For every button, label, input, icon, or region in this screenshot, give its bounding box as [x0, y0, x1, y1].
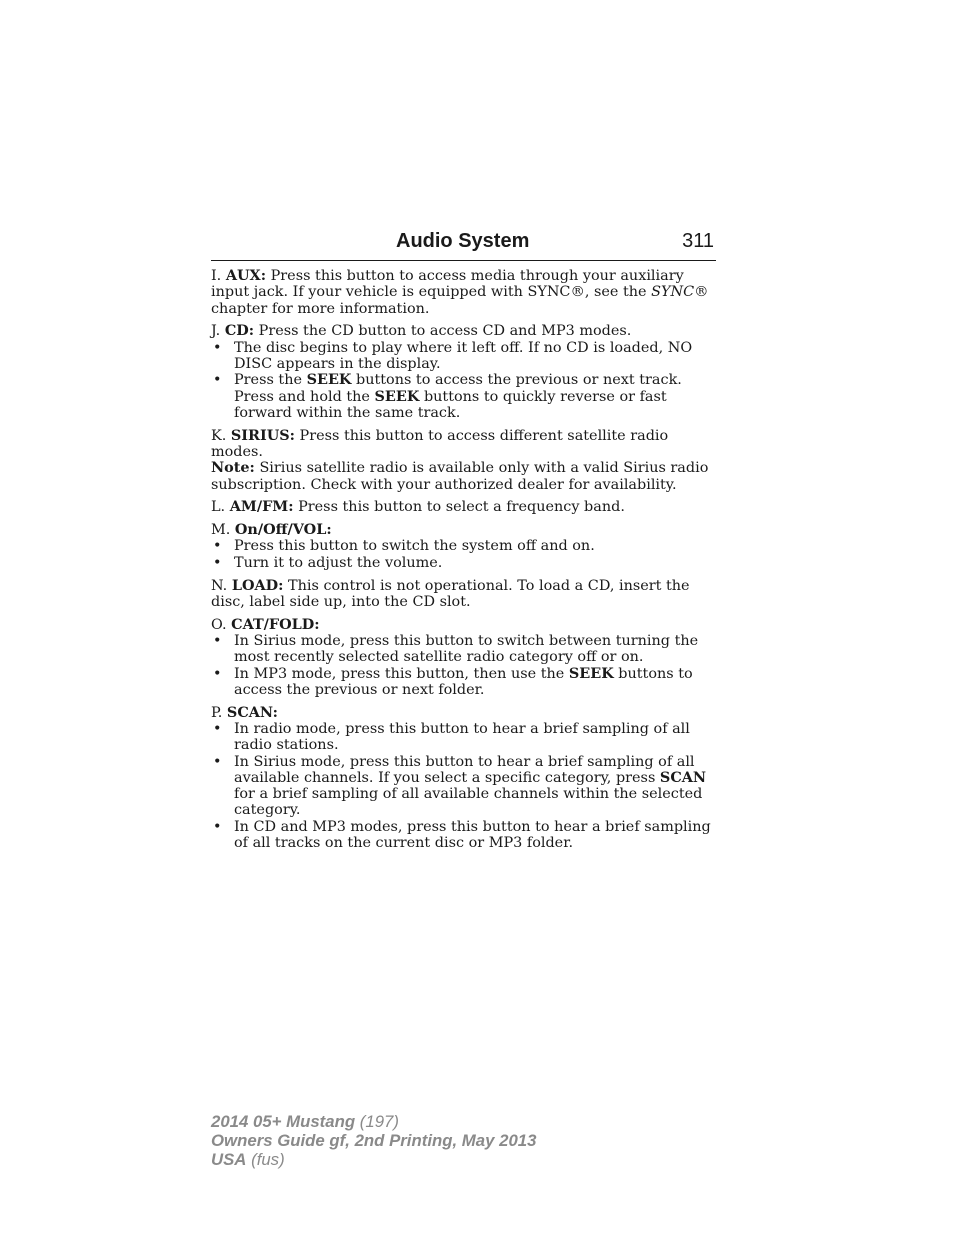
section-letter: I.: [211, 268, 222, 284]
bullet-icon: •: [213, 538, 222, 555]
section-cd: [211, 323, 716, 339]
note-text: Sirius satellite radio is available only with a valid Sirius radio subscription. Check with your authorized dealer for availability.: [211, 460, 709, 493]
bullet-icon: •: [213, 632, 222, 649]
section-term: CD:: [224, 322, 255, 340]
section-scan: [211, 705, 716, 721]
list-item-text: for a brief sampling of all available channels within the selected category.: [234, 786, 703, 819]
section-term: SCAN:: [226, 703, 278, 721]
section-term: CAT/FOLD:: [231, 615, 320, 633]
list-item-text: Turn it to adjust the volume.: [234, 554, 443, 571]
list-item-text: The disc begins to play where it left off. If no CD is loaded, NO DISC appears in the display.: [234, 339, 693, 372]
section-term: AM/FM:: [229, 498, 294, 516]
seek-term: SEEK: [306, 371, 352, 389]
section-onoff-vol: [211, 522, 716, 538]
scan-term: SCAN: [659, 768, 707, 786]
footer-market: USA: [211, 1150, 247, 1169]
page-header: [211, 228, 716, 261]
bullet-icon: •: [213, 554, 222, 571]
list-item: [211, 538, 716, 554]
list-item: [211, 819, 716, 852]
list-item-text: In Sirius mode, press this button to switch between turning the most recently selected satellite radio category off or on.: [234, 632, 699, 666]
onoff-bullets: [211, 538, 716, 571]
note-label: Note:: [211, 459, 255, 477]
list-item-text: In CD and MP3 modes, press this button to hear a brief sampling of all tracks on the current disc or MP3 folder.: [234, 818, 711, 851]
list-item-text: In Sirius mode, press this button to hear a brief sampling of all available channels. If you select a specific category, press: [234, 753, 695, 786]
footer-line-3: [211, 1150, 536, 1169]
page-footer: [211, 1112, 536, 1169]
section-letter: K.: [211, 427, 227, 444]
section-term: SIRIUS:: [230, 426, 295, 444]
section-text: This control is not operational. To load a CD, insert the disc, label side up, into the CD slot.: [211, 577, 690, 610]
page-content: [211, 268, 716, 858]
footer-line-1: [211, 1112, 536, 1131]
list-item: [211, 754, 716, 819]
list-item: [211, 340, 716, 373]
section-text: Press this button to access media through your auxiliary input jack. If your vehicle is equipped with SYNC®, see the: [211, 268, 684, 301]
page-title: Audio System: [396, 230, 530, 252]
section-amfm: [211, 499, 716, 515]
section-text: Press this button to select a frequency band.: [293, 499, 625, 516]
footer-count: (197): [355, 1112, 399, 1131]
scan-bullets: [211, 721, 716, 851]
catfold-bullets: [211, 633, 716, 698]
footer-line-2: [211, 1131, 536, 1150]
bullet-icon: •: [213, 665, 222, 682]
sync-reference: SYNC®: [651, 284, 709, 301]
section-letter: P.: [211, 704, 223, 721]
bullet-icon: •: [213, 753, 222, 770]
list-item-text: buttons to access the previous or next folder.: [234, 665, 693, 698]
footer-market-code: (fus): [246, 1150, 285, 1169]
cd-bullets: [211, 340, 716, 421]
section-term: AUX:: [225, 267, 267, 284]
seek-term: SEEK: [568, 664, 614, 682]
list-item-text: Press the: [234, 372, 307, 389]
section-text: Press this button to access different satellite radio modes.: [211, 427, 669, 460]
list-item-text: In radio mode, press this button to hear a brief sampling of all radio stations.: [234, 720, 690, 754]
list-item: [211, 372, 716, 421]
section-letter: M.: [211, 522, 231, 539]
list-item-text: buttons to quickly reverse or fast forward within the same track.: [234, 388, 667, 421]
seek-term: SEEK: [374, 387, 420, 405]
list-item-text: buttons to access the previous or next track. Press and hold the: [234, 372, 682, 405]
list-item-text: Press this button to switch the system off and on.: [234, 538, 595, 555]
section-cat-fold: [211, 617, 716, 633]
section-letter: O.: [211, 616, 227, 633]
section-letter: J.: [211, 323, 221, 340]
section-load: [211, 578, 716, 611]
section-term: LOAD:: [231, 576, 284, 594]
section-aux: [211, 268, 716, 317]
footer-edition: Owners Guide gf, 2nd Printing, May 2013: [211, 1131, 537, 1150]
section-letter: N.: [211, 577, 228, 594]
bullet-icon: •: [213, 818, 222, 835]
list-item-text: In MP3 mode, press this button, then use the: [234, 665, 569, 682]
footer-model: 2014 05+ Mustang: [211, 1112, 356, 1131]
list-item: [211, 633, 716, 666]
list-item: [211, 666, 716, 699]
section-term: On/Off/VOL:: [234, 521, 332, 539]
bullet-icon: •: [213, 339, 222, 356]
section-sirius: [211, 428, 716, 493]
section-letter: L.: [211, 499, 226, 516]
page-number: 311: [682, 230, 714, 252]
section-text: Press the CD button to access CD and MP3 modes.: [254, 323, 632, 340]
bullet-icon: •: [213, 372, 222, 389]
list-item: [211, 555, 716, 571]
list-item: [211, 721, 716, 754]
section-text: chapter for more information.: [211, 300, 430, 317]
bullet-icon: •: [213, 720, 222, 737]
